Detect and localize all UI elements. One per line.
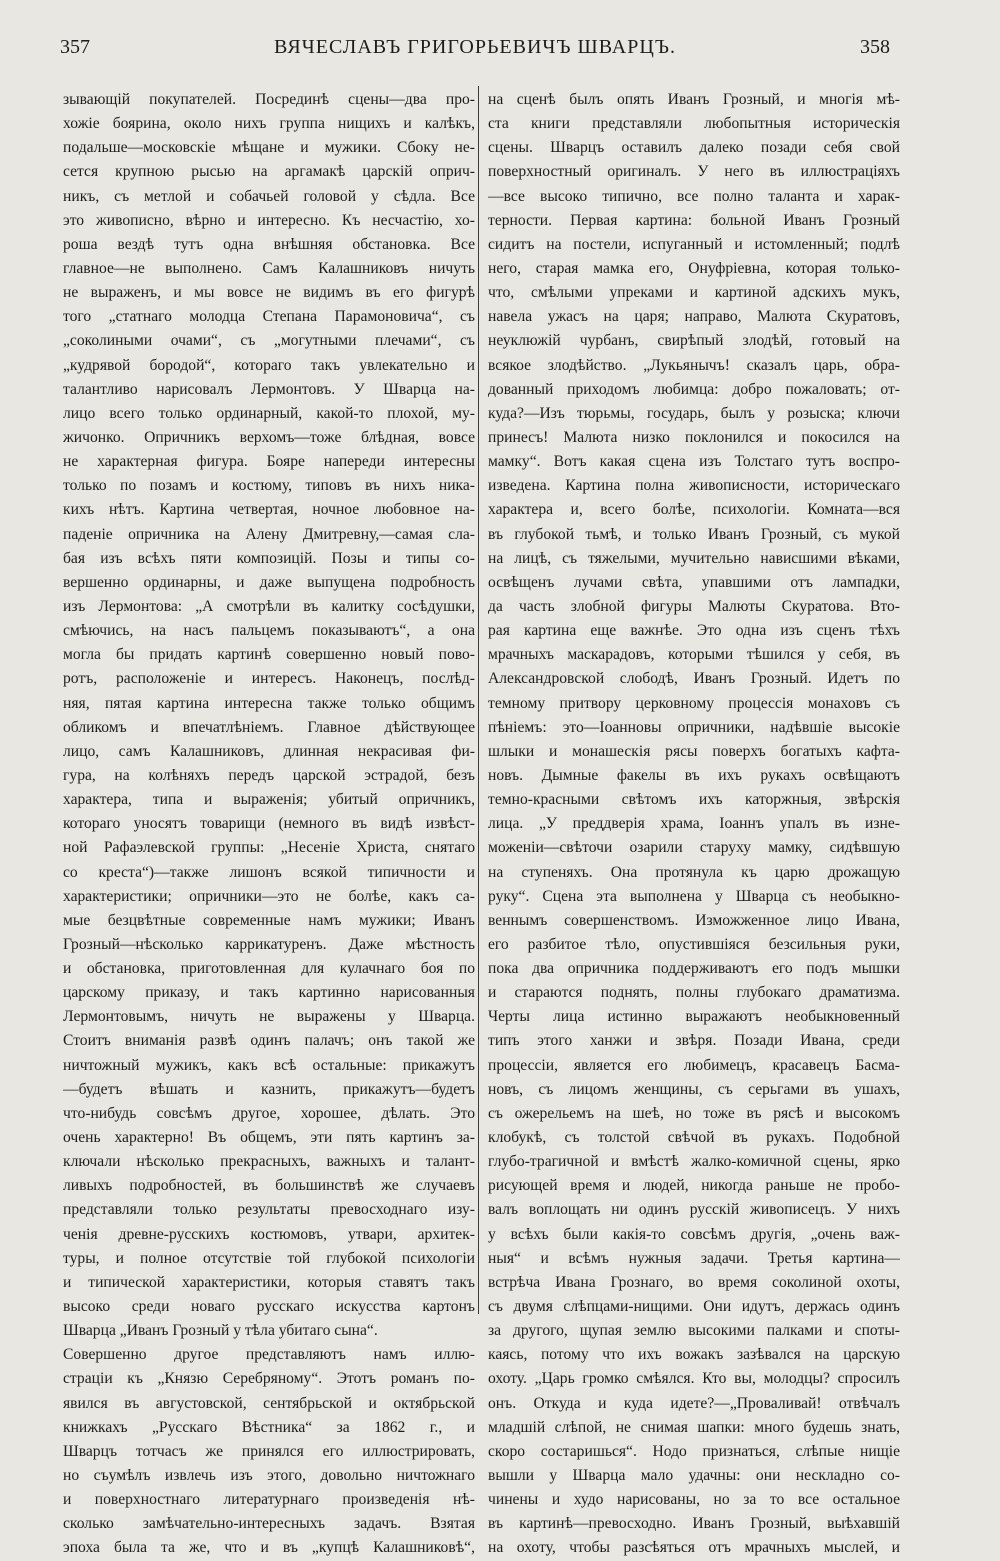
text-line: пѣніемъ: это—Іоанновы опричники, надѣвшіе высокіе <box>488 718 900 736</box>
text-line: гура, на колѣняхъ передъ царской эстрадой, безъ <box>63 766 475 784</box>
text-line: навела ужасъ на царя; направо, Малюта Скуратовъ, <box>488 308 900 326</box>
text-line: онъ. Откуда и куда идете?—„Проваливай! отвѣчалъ <box>488 1394 900 1412</box>
text-line: высоко среди новаго русскаго искусства картонъ <box>63 1298 475 1316</box>
text-line: мамку“. Вотъ какая сцена изъ Толстаго тутъ воспро- <box>488 453 900 471</box>
text-line: клобукѣ, съ толстой свѣчой въ рукахъ. Подобной <box>488 1129 900 1147</box>
text-line: терности. Первая картина: больной Иванъ Грозный <box>488 211 900 229</box>
text-line: за другого, щупая землю высокими палками и споты- <box>488 1322 900 1340</box>
text-line: „кудрявой бородой“, котораго такъ увлекательно и <box>63 356 475 374</box>
text-line: бая изъ всѣхъ пяти композицій. Позы и типы со- <box>63 549 475 567</box>
text-line: куда?—Изъ тюрьмы, государь, былъ у розыска; ключи <box>488 404 900 422</box>
text-line: глубо-трагичной и вмѣстѣ жалко-комичной сцены, ярко <box>488 1153 900 1171</box>
text-line: Грозный—нѣсколько каррикатуренъ. Даже мѣстность <box>63 935 475 953</box>
text-line: чинены и худо нарисованы, но за то все остальное <box>488 1491 900 1509</box>
text-line: Совершенно другое представляютъ намъ иллю- <box>63 1346 475 1364</box>
text-line: ключали нѣсколько прекрасныхъ, важныхъ и талант- <box>63 1153 475 1171</box>
text-line: обликомъ и впечатлѣніемъ. Главное дѣйствующее <box>63 718 475 736</box>
text-line: каясь, потому что ихъ вожакъ зазѣвался на царскую <box>488 1346 900 1364</box>
text-line: съ двумя слѣпцами-нищими. Они идутъ, держась одинъ <box>488 1298 900 1316</box>
text-line: и обстановка, приготовленная для кулачнаго боя по <box>63 960 475 978</box>
text-line: поверхностный оригиналъ. У него въ иллюстраціяхъ <box>488 163 900 181</box>
text-line: сидитъ на постели, испуганный и истомленный; подлѣ <box>488 235 900 253</box>
text-line: принесъ! Малюта низко поклонился и покосился на <box>488 428 900 446</box>
text-line: —будетъ вѣшать и казнить, прикажутъ—будетъ <box>63 1080 475 1098</box>
text-line: типъ этого ханжи и звѣря. Позади Ивана, среди <box>488 1032 900 1050</box>
text-line: со креста“)—также лишонъ всякой типичности и <box>63 863 475 881</box>
text-line: Стоитъ вниманія развѣ одинъ палачъ; онъ такой же <box>63 1032 475 1050</box>
text-line: туры, и полное отсутствіе той глубокой психологіи <box>63 1249 475 1267</box>
text-line: валъ воплощать ни одинъ русскій живописецъ. У нихъ <box>488 1201 900 1219</box>
text-line: что-нибудь совсѣмъ другое, хорошее, дѣлать. Это <box>63 1104 475 1122</box>
text-line: книжкахъ „Русскаго Вѣстника“ за 1862 г., и <box>63 1418 475 1436</box>
text-line: зывающій покупателей. Посрединѣ сцены—два про- <box>63 91 475 108</box>
text-line: пока два опричника поддерживаютъ его подъ мышки <box>488 960 900 978</box>
text-line: шлыки и монашескія рясы поверхъ богатыхъ кафта- <box>488 742 900 760</box>
text-line: паденіе опричника на Алену Дмитревну,—самая сла- <box>63 525 475 543</box>
text-line: да часть злобной фигуры Малюты Скуратова. Вто- <box>488 597 900 615</box>
text-line: на лицѣ, съ тяжелыми, мучительно нависшими вѣками, <box>488 549 900 567</box>
text-line: ной Рафаэлевской группы: „Несеніе Христа, снятаго <box>63 839 475 857</box>
text-line: что, смѣлыми упреками и картиной адскихъ мукъ, <box>488 284 900 302</box>
text-line: характера и, всего болѣе, психологіи. Комната—вся <box>488 501 900 519</box>
text-line: эпоха была та же, что и въ „купцѣ Калашниковѣ“, <box>63 1539 475 1557</box>
text-line: того „статнаго молодца Степана Парамоновича“, съ <box>63 308 475 326</box>
text-line: главное—не выполнено. Самъ Калашниковъ ничуть <box>63 259 475 277</box>
text-line: ротъ, расположеніе и интересъ. Наконецъ, послѣд- <box>63 670 475 688</box>
text-line: лицо, самъ Калашниковъ, длинная некрасивая фи- <box>63 742 475 760</box>
text-line: изведена. Картина полна живописности, историческаго <box>488 477 900 495</box>
text-line: него, старая мамка его, Онуфріевна, которая только- <box>488 259 900 277</box>
text-line: характеристики; опричники—это не болѣе, какъ са- <box>63 887 475 905</box>
right-column <box>488 88 900 1561</box>
left-column <box>63 88 475 1561</box>
text-line: и поверхностнаго литературнаго произведенія нѣ- <box>63 1491 475 1509</box>
text-line: Александровской слободѣ, Иванъ Грозный. Идетъ по <box>488 670 900 688</box>
text-line: только по позамъ и костюму, типовъ въ нихъ ника- <box>63 477 475 495</box>
text-line: въ глубокой тьмѣ, и только Иванъ Грозный, съ мукой <box>488 525 900 543</box>
text-line: освѣщенъ лучами свѣта, упавшими отъ лампадки, <box>488 573 900 591</box>
text-line: смѣючись, на насъ пальцемъ показываютъ“, а она <box>63 622 475 640</box>
text-line: роша вездѣ тутъ одна внѣшняя обстановка. Все <box>63 235 475 253</box>
text-line: Черты лица истинно выражаютъ необыкновенный <box>488 1008 900 1026</box>
text-line: въ картинѣ—превосходно. Иванъ Грозный, выѣхавшій <box>488 1515 900 1533</box>
text-line: темному притвору церковному процессія монаховъ съ <box>488 694 900 712</box>
text-line: няя, пятая картина интересна также только общимъ <box>63 694 475 712</box>
text-line: котораго уносятъ товарищи (немного въ видѣ извѣст- <box>63 815 475 833</box>
text-line: Лермонтовымъ, ничуть не выражены у Шварца. <box>63 1008 475 1026</box>
text-line: веннымъ совершенствомъ. Изможженное лицо Ивана, <box>488 911 900 929</box>
text-line: и типической характеристики, которыя ставятъ такъ <box>63 1273 475 1291</box>
text-line: и стараются поднять, полны глубокаго драматизма. <box>488 984 900 1002</box>
text-line: на охоту, чтобы разсѣяться отъ мрачныхъ мыслей, и <box>488 1539 900 1557</box>
text-line: ныя“ и всѣмъ нужныя задачи. Третья картина— <box>488 1249 900 1267</box>
text-line: ливыхъ подробностей, въ большинствѣ же случаевъ <box>63 1177 475 1195</box>
text-line: всякое злодѣйство. „Лукьянычъ! сказалъ царь, обра- <box>488 356 900 374</box>
text-line: процессіи, является его любимецъ, красавецъ Басма- <box>488 1056 900 1074</box>
text-line: мые безцвѣтные современные намъ мужики; Иванъ <box>63 911 475 929</box>
text-line: не характерная фигура. Бояре напереди интересны <box>63 453 475 471</box>
text-line: вышли у Шварца мало удачны: они нескладно со- <box>488 1467 900 1485</box>
text-line: изъ Лермонтова: „А смотрѣли въ калитку сосѣдушки, <box>63 597 475 615</box>
text-line: скоро состаришься“. Нодо признаться, слѣпые нищіе <box>488 1442 900 1460</box>
page-number-right: 358 <box>860 36 890 58</box>
text-line: мрачныхъ маскарадовъ, которыми тѣшился у себя, въ <box>488 646 900 664</box>
text-line: ченія древне-русскихъ костюмовъ, утвари, архитек- <box>63 1225 475 1243</box>
text-line: подальше—московскіе мѣщане и мужики. Сбоку не- <box>63 139 475 157</box>
text-line: охоту. „Царь громко смѣялся. Кто вы, молодцы? спросилъ <box>488 1370 900 1388</box>
text-line: сцены. Шварцъ оставилъ далеко позади себя свой <box>488 139 900 157</box>
text-line: ничтожный мужикъ, какъ всѣ остальные: прикажутъ <box>63 1056 475 1074</box>
text-line: лицо всего только ординарный, какой-то плохой, му- <box>63 404 475 422</box>
text-line: —все высоко типично, все полно таланта и харак- <box>488 187 900 205</box>
page-number-left: 357 <box>60 36 90 58</box>
text-line: характера, типа и выраженія; убитый опричникъ, <box>63 791 475 809</box>
text-line: новъ, съ лицомъ женщины, съ серьгами въ ушахъ, <box>488 1080 900 1098</box>
text-line: царскому приказу, и такъ картинно нарисованныя <box>63 984 475 1002</box>
text-line: талантливо нарисовалъ Лермонтовъ. У Шварца на- <box>63 380 475 398</box>
text-line: очень характерно! Въ общемъ, эти пять картинъ за- <box>63 1129 475 1147</box>
text-line: не выраженъ, и мы вовсе не видимъ въ его фигурѣ <box>63 284 475 302</box>
text-line: рая картина еще важнѣе. Это одна изъ сценъ тѣхъ <box>488 622 900 640</box>
text-line: младшій слѣпой, не снимая шапки: много будешь знать, <box>488 1418 900 1436</box>
text-line: явился въ августовской, сентябрьской и октябрьской <box>63 1394 475 1412</box>
text-line: ста книги представляли любопытныя историческія <box>488 115 900 133</box>
text-line: Шварцъ тотчасъ же принялся его иллюстрировать, <box>63 1442 475 1460</box>
text-line: новъ. Дымные факелы въ ихъ рукахъ освѣщаютъ <box>488 766 900 784</box>
text-line: Шварца „Иванъ Грозный у тѣла убитаго сына“. <box>63 1322 378 1340</box>
text-line: руку“. Сцена эта выполнена у Шварца съ необыкно- <box>488 887 900 905</box>
text-line: это живописно, вѣрно и интересно. Къ несчастію, хо- <box>63 211 475 229</box>
running-header <box>60 36 890 64</box>
text-line: „соколиными очами“, съ „могутными плечами“, съ <box>63 332 475 350</box>
text-line: жичонко. Опричникъ верхомъ—тоже блѣдная, вовсе <box>63 428 475 446</box>
text-line: на ступеняхъ. Она протянула къ царю дрожащую <box>488 863 900 881</box>
text-line: рисующей время и людей, никогда раньше не пробо- <box>488 1177 900 1195</box>
text-line: на сценѣ былъ опять Иванъ Грозный, и многія мѣ- <box>488 91 900 108</box>
text-line: кихъ нѣтъ. Картина четвертая, ночное любовное на- <box>63 501 475 519</box>
text-line: могла бы придать картинѣ совершенно новый пово- <box>63 646 475 664</box>
text-line: вершенно ординарны, и даже выпущена подробность <box>63 573 475 591</box>
column-divider <box>478 86 479 1314</box>
text-line: его разбитое тѣло, опустившіяся безсильныя руки, <box>488 935 900 953</box>
text-line: страціи къ „Князю Серебряному“. Этотъ романъ по- <box>63 1370 475 1388</box>
text-line: темно-красными свѣтомъ ихъ каторжныя, звѣрскія <box>488 791 900 809</box>
text-line: никъ, съ метлой и собачьей головой у сѣдла. Все <box>63 187 475 205</box>
text-line: представляли только результаты превосходнаго изу- <box>63 1201 475 1219</box>
text-line: неуклюжій чурбанъ, свирѣпый злодѣй, готовый на <box>488 332 900 350</box>
text-line: моженіи—свѣточи озарили старуху мамку, сидѣвшую <box>488 839 900 857</box>
text-line: лица. „У преддверія храма, Іоаннъ упалъ въ изне- <box>488 815 900 833</box>
text-line: у всѣхъ были какія-то совсѣмъ другія, „очень важ- <box>488 1225 900 1243</box>
text-line: сется крупною рысью на аргамакѣ царскій оприч- <box>63 163 475 181</box>
text-line: съ ожерельемъ на шеѣ, но тоже въ рясѣ и высокомъ <box>488 1104 900 1122</box>
text-line: но съумѣлъ извлечь изъ этого, довольно ничтожнаго <box>63 1467 475 1485</box>
text-line: хожіе боярина, около нихъ группа нищихъ и калѣкъ, <box>63 115 475 133</box>
running-title: ВЯЧЕСЛАВЪ ГРИГОРЬЕВИЧЪ ШВАРЦЪ. <box>274 36 676 58</box>
text-line: дованный приходомъ любимца: добро пожаловать; от- <box>488 380 900 398</box>
text-line: встрѣча Ивана Грознаго, во время соколиной охоты, <box>488 1273 900 1291</box>
text-line: сколько замѣчательно-интересныхъ задачъ. Взятая <box>63 1515 475 1533</box>
